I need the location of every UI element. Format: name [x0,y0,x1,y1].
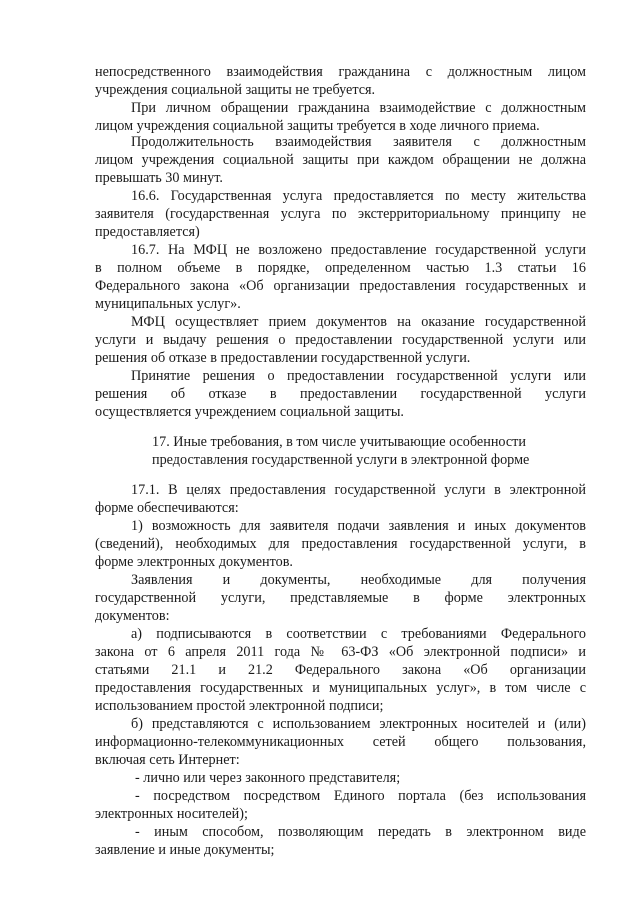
text-line: (сведений), необходимых для предоставления государственной услуги, в [95,536,586,552]
text-line: решения об отказе в предоставлении государственной услуги. [95,350,471,366]
text-line: форме обеспечиваются: [95,500,239,516]
list-item-line: - лично или через законного представителя; [135,770,401,786]
text-line: предоставляется) [95,224,200,240]
list-item-line: - посредством посредством Единого портала (без использования [135,788,586,804]
text-line: МФЦ осуществляет прием документов на оказание государственной [131,314,586,330]
text-line: а) подписываются в соответствии с требованиями Федерального [131,626,586,642]
section-heading-line: 17. Иные требования, в том числе учитывающие особенности [152,434,526,450]
text-line: б) представляются с использованием электронных носителей и (или) [131,716,586,732]
text-line: в полном объеме в порядке, определенном частью 1.3 статьи 16 [95,260,586,276]
text-line: 16.6. Государственная услуга предоставляется по месту жительства [131,188,586,204]
text-line: закона от 6 апреля 2011 года № 63-ФЗ «Об электронной подписи» и [95,644,586,660]
text-line: Принятие решения о предоставлении государственной услуги или [131,368,586,384]
text-line: заявителя (государственная услуга по экстерриториальному принципу не [95,206,586,222]
text-line: осуществляется учреждением социальной защиты. [95,404,404,420]
text-line: превышать 30 минут. [95,170,223,186]
text-line: документов: [95,608,170,624]
text-line: статьями 21.1 и 21.2 Федерального закона «Об организации [95,662,586,678]
text-line: включая сеть Интернет: [95,752,240,768]
text-line: 16.7. На МФЦ не возложено предоставление государственной услуги [131,242,586,258]
text-line: заявление и иные документы; [95,842,275,858]
text-line: Заявления и документы, необходимые для получения [131,572,586,588]
text-line: 1) возможность для заявителя подачи заявления и иных документов [131,518,586,534]
text-line: форме электронных документов. [95,554,293,570]
text-line: предоставления государственных и муниципальных услуг», в том числе с [95,680,586,696]
text-line: непосредственного взаимодействия гражданина с должностным лицом [95,64,586,80]
text-line: муниципальных услуг». [95,296,241,312]
list-item-line: - иным способом, позволяющим передать в электронном виде [135,824,586,840]
text-line: Федерального закона «Об организации предоставления государственных и [95,278,586,294]
text-line: лицом учреждения социальной защиты при каждом обращении не должна [95,152,586,168]
text-line: лицом учреждения социальной защиты требуется в ходе личного приема. [95,118,540,134]
text-line: услуги и выдачу решения о предоставлении государственной услуги или [95,332,586,348]
text-line: информационно-телекоммуникационных сетей общего пользования, [95,734,586,750]
text-line: использованием простой электронной подписи; [95,698,384,714]
text-line: решения об отказе в предоставлении государственной услуги [95,386,586,402]
text-line: электронных носителей); [95,806,248,822]
text-line: государственной услуги, представляемые в форме электронных [95,590,586,606]
section-heading-line: предоставления государственной услуги в электронной форме [152,452,530,468]
text-line: Продолжительность взаимодействия заявителя с должностным [131,134,586,150]
text-line: учреждения социальной защиты не требуется. [95,82,376,98]
text-line: При личном обращении гражданина взаимодействие с должностным [131,100,586,116]
text-line: 17.1. В целях предоставления государственной услуги в электронной [131,482,586,498]
